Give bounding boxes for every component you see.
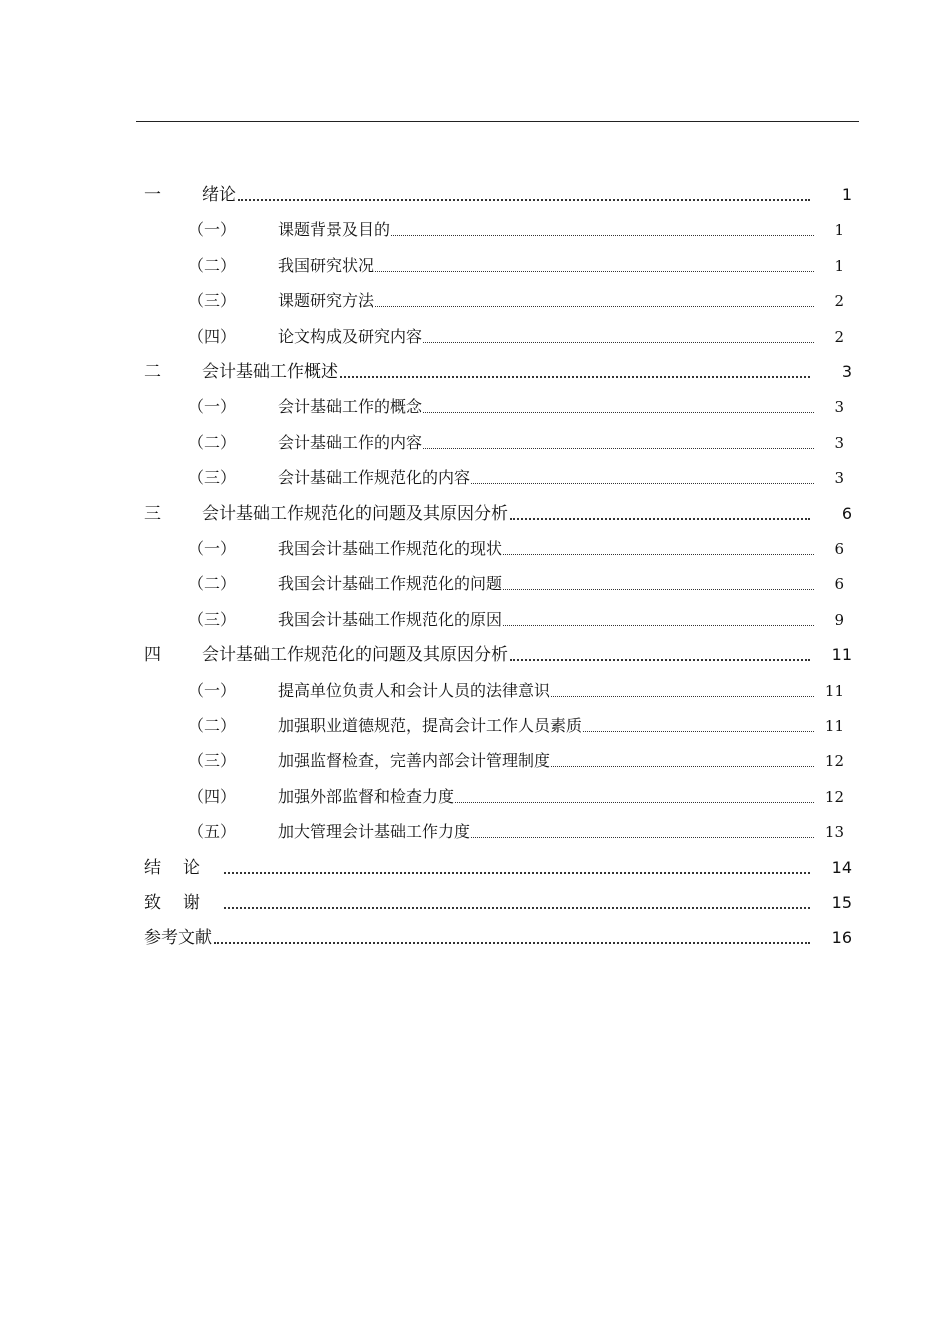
toc-chapter-entry[interactable]	[0, 889, 950, 913]
toc-dot-leader	[583, 731, 814, 732]
toc-dot-leader	[423, 342, 814, 343]
toc-page-number: 11	[824, 717, 844, 735]
toc-dot-leader	[391, 235, 814, 236]
toc-dot-leader	[503, 625, 814, 626]
toc-page-number: 1	[834, 221, 844, 240]
toc-entry-number: （三）	[188, 751, 237, 771]
toc-entry-title: 会计基础工作规范化的问题及其原因分析	[202, 503, 508, 524]
toc-entry-title: 加强监督检查，完善内部会计管理制度	[278, 751, 551, 771]
toc-entry-title: 会计基础工作概述	[202, 362, 338, 382]
toc-page-number: 3	[834, 398, 844, 417]
toc-entry-text	[202, 645, 810, 665]
toc-dot-leader	[471, 837, 814, 838]
toc-entry-title: 结论	[144, 857, 222, 878]
toc-entry-text	[144, 928, 810, 948]
toc-entry-title: 加大管理会计基础工作力度	[278, 822, 471, 842]
toc-chapter-entry[interactable]	[0, 500, 950, 524]
toc-dot-leader	[471, 483, 814, 484]
toc-page-number: 2	[834, 292, 844, 311]
header-rule	[136, 121, 859, 122]
toc-section-entry[interactable]	[0, 535, 950, 559]
toc-entry-title: 会计基础工作规范化的问题及其原因分析	[202, 645, 508, 666]
toc-entry-text	[278, 397, 814, 417]
toc-entry-title: 课题背景及目的	[278, 220, 391, 240]
toc-entry-number: （二）	[188, 574, 237, 594]
toc-page-number: 14	[831, 857, 852, 877]
toc-entry-title: 加强外部监督和检查力度	[278, 786, 455, 806]
toc-entry-title: 会计基础工作的概念	[278, 397, 423, 417]
toc-section-entry[interactable]	[0, 712, 950, 736]
toc-entry-text	[278, 220, 814, 240]
toc-dot-leader	[214, 942, 810, 944]
toc-dot-leader	[423, 412, 814, 413]
toc-page-number: 12	[824, 752, 844, 771]
toc-entry-title: 绪论	[202, 185, 236, 205]
toc-entry-title: 我国研究状况	[278, 255, 375, 275]
toc-entry-number: （二）	[188, 432, 237, 452]
toc-page-number: 2	[834, 327, 844, 346]
toc-section-entry[interactable]	[0, 429, 950, 453]
toc-section-entry[interactable]	[0, 818, 950, 842]
toc-page-number: 1	[834, 256, 844, 275]
toc-page-number: 6	[834, 540, 844, 558]
toc-page-number: 3	[841, 362, 852, 381]
toc-dot-leader	[551, 766, 814, 767]
toc-entry-number: （二）	[188, 255, 237, 275]
toc-section-entry[interactable]	[0, 323, 950, 347]
toc-entry-title: 参考文献	[144, 928, 212, 949]
toc-page-number: 16	[831, 928, 852, 948]
toc-dot-leader	[503, 589, 814, 590]
toc-entry-number: （二）	[188, 716, 237, 735]
toc-entry-title: 我国会计基础工作规范化的问题	[278, 574, 503, 594]
toc-page-number: 15	[831, 893, 852, 912]
toc-entry-text	[278, 610, 814, 630]
toc-entry-number: （一）	[188, 397, 237, 417]
toc-chapter-entry[interactable]	[0, 854, 950, 878]
toc-entry-text	[278, 539, 814, 559]
toc-section-entry[interactable]	[0, 606, 950, 630]
toc-entry-number: 二	[144, 362, 161, 382]
toc-dot-leader	[224, 872, 810, 874]
toc-entry-text	[278, 716, 814, 736]
toc-page-number: 12	[824, 787, 844, 806]
toc-entry-number: 三	[144, 503, 161, 524]
toc-entry-text	[144, 858, 810, 878]
toc-section-entry[interactable]	[0, 677, 950, 701]
toc-entry-text	[278, 327, 814, 347]
toc-entry-number: （三）	[188, 468, 237, 488]
toc-entry-text	[202, 504, 810, 524]
toc-entry-number: （四）	[188, 786, 237, 806]
toc-entry-text	[202, 185, 810, 205]
toc-entry-number: （一）	[188, 220, 237, 240]
toc-dot-leader	[510, 659, 810, 661]
toc-section-entry[interactable]	[0, 393, 950, 417]
toc-page-number: 11	[824, 681, 844, 700]
toc-dot-leader	[375, 306, 814, 307]
toc-section-entry[interactable]	[0, 252, 950, 276]
toc-entry-number: 四	[144, 645, 161, 666]
toc-section-entry[interactable]	[0, 287, 950, 311]
toc-dot-leader	[455, 802, 814, 803]
toc-page-number: 3	[834, 469, 844, 488]
toc-section-entry[interactable]	[0, 783, 950, 807]
toc-page-number: 11	[831, 645, 852, 665]
toc-dot-leader	[551, 696, 814, 697]
toc-dot-leader	[224, 907, 810, 909]
toc-dot-leader	[503, 554, 814, 555]
toc-section-entry[interactable]	[0, 464, 950, 488]
toc-chapter-entry[interactable]	[0, 924, 950, 948]
toc-entry-text	[278, 574, 814, 594]
toc-entry-title: 课题研究方法	[278, 291, 375, 311]
toc-entry-title: 我国会计基础工作规范化的原因	[278, 609, 503, 629]
toc-entry-text	[278, 468, 814, 488]
toc-entry-title: 提高单位负责人和会计人员的法律意识	[278, 680, 551, 700]
toc-entry-title: 致谢	[144, 893, 222, 913]
toc-entry-text	[202, 362, 810, 382]
toc-entry-text	[278, 256, 814, 276]
toc-entry-number: （四）	[188, 326, 237, 346]
toc-dot-leader	[423, 448, 814, 449]
toc-entry-text	[278, 291, 814, 311]
toc-entry-number: （三）	[188, 291, 237, 311]
toc-entry-number: （一）	[188, 539, 237, 558]
toc-section-entry[interactable]	[0, 747, 950, 771]
toc-chapter-entry[interactable]	[0, 181, 950, 205]
toc-chapter-entry[interactable]	[0, 358, 950, 382]
toc-page-number: 6	[841, 503, 852, 523]
toc-page-number: 13	[824, 823, 844, 842]
toc-entry-text	[278, 751, 814, 771]
toc-dot-leader	[238, 199, 810, 201]
toc-entry-title: 会计基础工作的内容	[278, 432, 423, 452]
toc-section-entry[interactable]	[0, 570, 950, 594]
toc-page-number: 9	[834, 610, 844, 629]
toc-entry-title: 加强职业道德规范，提高会计工作人员素质	[278, 716, 583, 735]
toc-entry-title: 会计基础工作规范化的内容	[278, 468, 471, 488]
toc-entry-number: （一）	[188, 680, 237, 700]
toc-entry-text	[278, 822, 814, 842]
toc-entry-text	[144, 893, 810, 913]
toc-entry-number: （三）	[188, 609, 237, 629]
toc-entry-number: （五）	[188, 822, 237, 842]
toc-section-entry[interactable]	[0, 216, 950, 240]
toc-entry-title: 论文构成及研究内容	[278, 326, 423, 346]
toc-dot-leader	[510, 518, 810, 520]
toc-entry-text	[278, 681, 814, 701]
toc-page-number: 6	[834, 575, 844, 594]
toc-entry-text	[278, 787, 814, 807]
toc-entry-text	[278, 433, 814, 453]
toc-chapter-entry[interactable]	[0, 641, 950, 665]
toc-entry-number: 一	[144, 185, 161, 205]
toc-page-number: 3	[834, 433, 844, 452]
toc-page-number: 1	[841, 185, 852, 204]
toc-entry-title: 我国会计基础工作规范化的现状	[278, 539, 503, 558]
toc-dot-leader	[340, 376, 810, 378]
toc-dot-leader	[375, 271, 814, 272]
